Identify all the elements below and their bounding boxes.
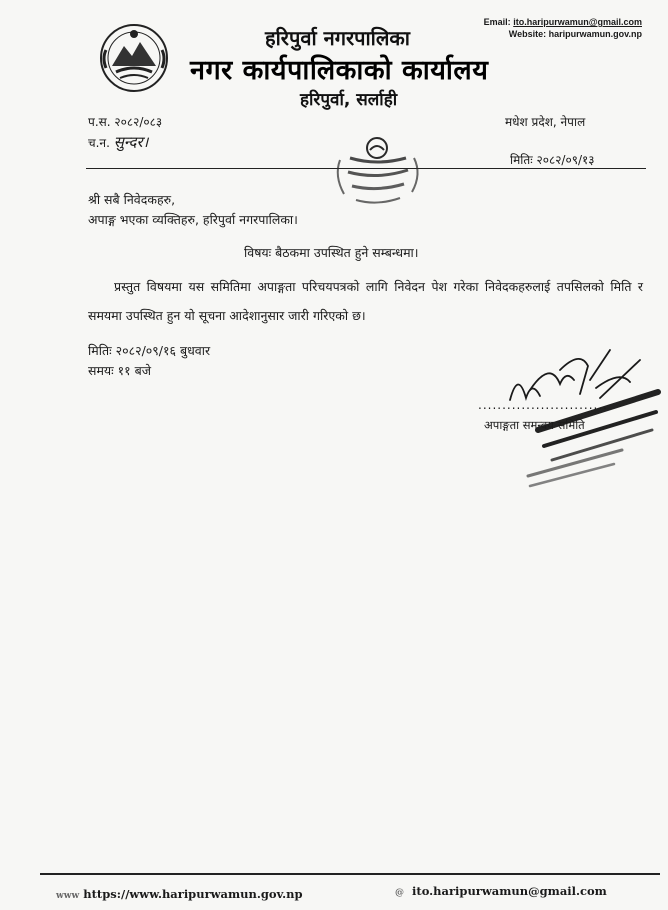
meeting-date: मितिः २०८२/०९/१६ बुधवार [88, 343, 211, 358]
org-name: हरिपुर्वा नगरपालिका [265, 26, 410, 50]
signer-title: अपाङ्गता समन्वय समिति [484, 418, 585, 432]
header-email-link[interactable]: ito.haripurwamun@gmail.com [513, 17, 642, 27]
signature-dots: ........................... [478, 398, 608, 412]
chalani-number [88, 132, 148, 152]
chalani-value: सुन्दर। [113, 133, 149, 151]
recipient-line-2: अपाङ्ग भएका व्यक्तिहरु, हरिपुर्वा नगरपालिका। [88, 212, 298, 227]
contact-block [484, 16, 642, 40]
recipient-line-1: श्री सबै निवेदकहरु, [88, 192, 176, 207]
meeting-time: समयः ११ बजे [88, 363, 152, 378]
officer-rubber-stamp [518, 372, 668, 497]
office-address: हरिपुर्वा, सर्लाही [300, 90, 398, 110]
office-name: नगर कार्यपालिकाको कार्यालय [190, 55, 489, 86]
office-seal-stamp [330, 130, 425, 220]
notice-paragraph: प्रस्तुत विषयमा यस समितिमा अपाङ्गता परिचयपत्रको लागि निवेदन पेश गरेका निवेदकहरुलाई तपसिलको मिति र समयमा उपस्थित हुन यो सूचना आदेशानुसार जारी गरिएको छ। [88, 279, 643, 323]
footer-email-link[interactable]: ito.haripurwamun@gmail.com [412, 884, 607, 898]
patra-sankhya: प.स. २०८२/०८३ [88, 115, 163, 129]
header-website-link[interactable]: haripurwamun.gov.np [548, 29, 642, 39]
at-icon: @ [395, 888, 404, 898]
globe-icon: www [56, 891, 80, 901]
footer-divider [40, 873, 660, 875]
website-label: Website: [508, 29, 547, 39]
chalani-label: च.न. [88, 136, 110, 150]
province: मधेश प्रदेश, नेपाल [505, 115, 586, 129]
email-label: Email: [483, 17, 511, 27]
nepal-emblem-logo [98, 20, 170, 96]
footer-website-link[interactable]: https://www.haripurwamun.gov.np [83, 887, 303, 901]
subject-line: विषयः बैठकमा उपस्थित हुने सम्बन्धमा। [244, 245, 419, 260]
letter-date: मितिः २०८२/०९/१३ [510, 153, 595, 167]
footer-website [56, 887, 303, 901]
footer-email [395, 884, 607, 898]
